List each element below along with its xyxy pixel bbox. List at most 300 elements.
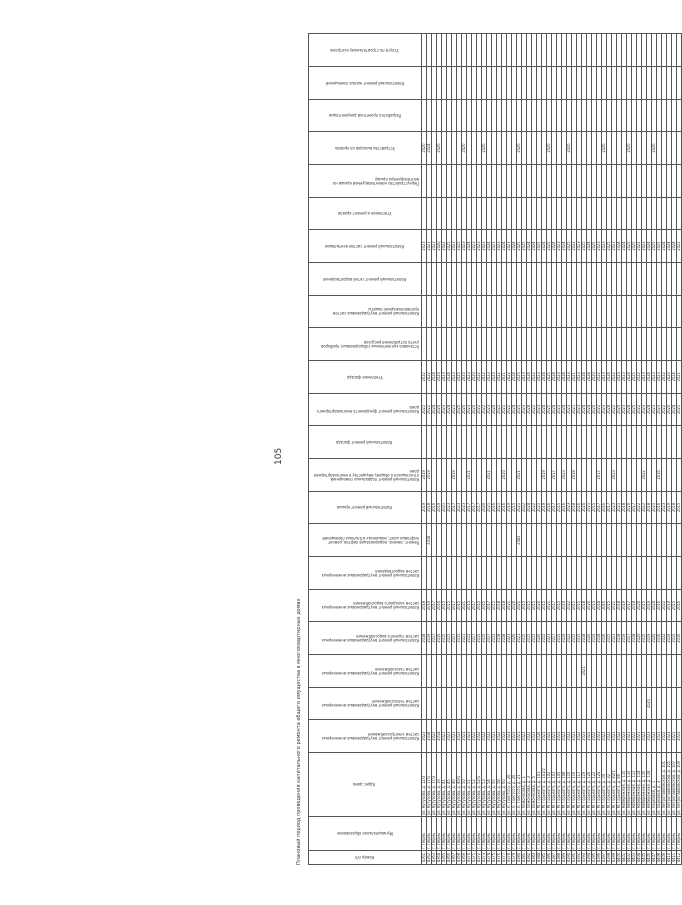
repair-schedule-table xyxy=(308,33,682,865)
year-cell: 2023 xyxy=(507,720,512,753)
year-cell: 2025 xyxy=(582,230,587,263)
year-cell: 2025 xyxy=(592,230,597,263)
year-cell: 2015 xyxy=(642,622,647,655)
address-cell: ул. М. Горького, д. 105 xyxy=(557,753,562,817)
row-number-cell: 4403 xyxy=(632,851,637,865)
address-cell: ул. М. Горького, д. 32 xyxy=(607,753,612,817)
column-header-work: Установка коллективных (общедомовых) приборов учета потребления ресурсов xyxy=(309,328,422,361)
municipality-cell: г. Пермь xyxy=(492,817,497,851)
year-cell: 2021 xyxy=(572,360,577,393)
year-cell: 2026 xyxy=(482,132,487,165)
year-cell: 2023 xyxy=(662,491,667,524)
year-cell: 2023 xyxy=(612,230,617,263)
year-cell: 2020 xyxy=(667,360,672,393)
year-cell: 2020 xyxy=(492,393,497,426)
year-cell: 2018 xyxy=(582,589,587,622)
address-cell: ул. М. Горького, д. 108 xyxy=(562,753,567,817)
year-cell: 2020 xyxy=(667,393,672,426)
year-cell: 2019 xyxy=(667,622,672,655)
year-cell: 2020 xyxy=(472,360,477,393)
year-cell: 2026 xyxy=(422,132,427,165)
year-cell: 2022 xyxy=(507,393,512,426)
year-cell: 2023 xyxy=(467,393,472,426)
municipality-cell: г. Пермь xyxy=(422,817,427,851)
year-cell: 2019 xyxy=(562,589,567,622)
municipality-cell: г. Пермь xyxy=(667,817,672,851)
row-number-cell: 4392 xyxy=(577,851,582,865)
year-cell: 2016 xyxy=(657,458,662,491)
year-cell: 2017 xyxy=(597,458,602,491)
year-cell: 2017 xyxy=(552,589,557,622)
year-cell: 2019 xyxy=(667,491,672,524)
year-cell: 2022 xyxy=(577,720,582,753)
year-cell: 2015 xyxy=(522,622,527,655)
year-cell: 2024 xyxy=(587,393,592,426)
row-number-cell: 4408 xyxy=(657,851,662,865)
year-cell: 2023 xyxy=(422,720,427,753)
year-cell: 2043 xyxy=(517,524,522,557)
row-number-cell: 4391 xyxy=(572,851,577,865)
year-cell: 2024 xyxy=(627,360,632,393)
year-cell: 2022 xyxy=(642,491,647,524)
municipality-cell: г. Пермь xyxy=(487,817,492,851)
year-cell: 2021 xyxy=(637,720,642,753)
year-cell: 2018 xyxy=(597,589,602,622)
year-cell: 2024 xyxy=(512,360,517,393)
year-cell: 2014 xyxy=(437,720,442,753)
year-cell: 2022 xyxy=(432,720,437,753)
address-cell: ул. Петропавловская, д. 109 xyxy=(677,753,682,817)
year-cell: 2024 xyxy=(617,230,622,263)
year-cell: 2022 xyxy=(572,230,577,263)
year-cell: 2022 xyxy=(497,360,502,393)
year-cell: 2023 xyxy=(642,360,647,393)
year-cell: 2021 xyxy=(612,720,617,753)
year-cell: 2026 xyxy=(652,132,657,165)
year-cell xyxy=(677,524,682,557)
year-cell: 2021 xyxy=(552,720,557,753)
municipality-cell: г. Пермь xyxy=(427,817,432,851)
year-cell: 2015 xyxy=(477,589,482,622)
year-cell: 2026 xyxy=(602,132,607,165)
year-cell: 2015 xyxy=(447,622,452,655)
year-cell: 2023 xyxy=(652,360,657,393)
municipality-cell: г. Пермь xyxy=(477,817,482,851)
year-cell: 2023 xyxy=(657,393,662,426)
year-cell: 2015 xyxy=(442,589,447,622)
year-cell: 2023 xyxy=(602,230,607,263)
column-header-work: Разработка проектной документации xyxy=(309,99,422,132)
year-cell: 2016 xyxy=(602,491,607,524)
year-cell: 2022 xyxy=(477,720,482,753)
municipality-cell: г. Пермь xyxy=(562,817,567,851)
row-number-cell: 4387 xyxy=(552,851,557,865)
year-cell xyxy=(677,197,682,230)
year-cell xyxy=(677,132,682,165)
year-cell: 2022 xyxy=(532,491,537,524)
year-cell: 2015 xyxy=(477,622,482,655)
address-cell: ул. Кутузова, д. 17/1 xyxy=(427,753,432,817)
municipality-cell: г. Пермь xyxy=(627,817,632,851)
year-cell: 2022 xyxy=(422,360,427,393)
year-cell: 2020 xyxy=(512,589,517,622)
year-cell: 2015 xyxy=(457,622,462,655)
municipality-cell: г. Пермь xyxy=(657,817,662,851)
year-cell: 2018 xyxy=(427,491,432,524)
page-number: 105 xyxy=(274,447,284,465)
row-number-cell: 4373 xyxy=(482,851,487,865)
year-cell: 2015 xyxy=(572,589,577,622)
year-cell: 2026 xyxy=(567,132,572,165)
row-number-cell: 4383 xyxy=(532,851,537,865)
year-cell: 2018 xyxy=(632,622,637,655)
row-number-cell: 4400 xyxy=(617,851,622,865)
year-cell: 2024 xyxy=(487,230,492,263)
year-cell: 2020 xyxy=(437,393,442,426)
year-cell: 2022 xyxy=(652,720,657,753)
address-cell: ул. М. Горького, д. 102 xyxy=(547,753,552,817)
year-cell: 2022 xyxy=(547,720,552,753)
row-number-cell: 4369 xyxy=(462,851,467,865)
year-cell: 2020 xyxy=(587,589,592,622)
year-cell: 2025 xyxy=(447,230,452,263)
year-cell: 2020 xyxy=(537,622,542,655)
address-cell: ул. М. Горького, д. 103 xyxy=(552,753,557,817)
row-number-cell: 4395 xyxy=(592,851,597,865)
year-cell: 2020 xyxy=(637,589,642,622)
year-cell: 2023 xyxy=(642,720,647,753)
year-cell: 2016 xyxy=(677,589,682,622)
year-cell xyxy=(677,687,682,720)
year-cell: 2023 xyxy=(577,393,582,426)
year-cell: 2017 xyxy=(487,622,492,655)
year-cell: 2024 xyxy=(542,393,547,426)
row-number-cell: 4407 xyxy=(652,851,657,865)
municipality-cell: г. Пермь xyxy=(582,817,587,851)
year-cell: 2015 xyxy=(482,622,487,655)
year-cell: 2022 xyxy=(592,720,597,753)
municipality-cell: г. Пермь xyxy=(452,817,457,851)
address-cell: ул. Ломоносова, д. 3 xyxy=(527,753,532,817)
year-cell: 2020 xyxy=(537,720,542,753)
year-cell: 2022 xyxy=(662,360,667,393)
year-cell: 2024 xyxy=(552,393,557,426)
year-cell: 2023 xyxy=(452,720,457,753)
address-cell: ул. Кутузова, д. 12/3 xyxy=(422,753,427,817)
year-cell: 2021 xyxy=(537,491,542,524)
row-number-cell: 4362 xyxy=(427,851,432,865)
column-header-municipality: Муниципальное образование xyxy=(309,817,422,851)
year-cell: 2020 xyxy=(592,393,597,426)
year-cell: 2015 xyxy=(557,491,562,524)
address-cell: ул. Набережная, д. 112 xyxy=(632,753,637,817)
year-cell: 2022 xyxy=(522,491,527,524)
year-cell: 2019 xyxy=(562,622,567,655)
year-cell: 2023 xyxy=(482,230,487,263)
year-cell: 2024 xyxy=(532,230,537,263)
year-cell: 2022 xyxy=(477,360,482,393)
municipality-cell: г. Пермь xyxy=(642,817,647,851)
year-cell: 2017 xyxy=(552,458,557,491)
column-header-work: Капитальный ремонт крыши xyxy=(309,491,422,524)
year-cell: 2022 xyxy=(427,393,432,426)
municipality-cell: г. Пермь xyxy=(597,817,602,851)
year-cell: 2025 xyxy=(522,230,527,263)
year-cell: 2024 xyxy=(432,393,437,426)
municipality-cell: г. Пермь xyxy=(527,817,532,851)
year-cell: 2025 xyxy=(457,230,462,263)
municipality-cell: г. Пермь xyxy=(662,817,667,851)
column-header-work: Капитальный ремонт жилых помещений xyxy=(309,66,422,99)
year-cell: 2022 xyxy=(482,720,487,753)
year-cell: 2023 xyxy=(422,230,427,263)
year-cell: 2023 xyxy=(567,360,572,393)
year-cell: 2024 xyxy=(582,360,587,393)
year-cell: 2023 xyxy=(602,360,607,393)
municipality-cell: г. Пермь xyxy=(532,817,537,851)
year-cell: 2020 xyxy=(512,622,517,655)
year-cell: 2015 xyxy=(522,589,527,622)
address-cell: ул. М. Горького, д. 122 xyxy=(592,753,597,817)
column-header-work: Капитальный ремонт внутридомовых инженерных систем водоотведения xyxy=(309,556,422,589)
address-cell: ул. М. Горького, д. 119 xyxy=(582,753,587,817)
year-cell: 2026 xyxy=(462,132,467,165)
year-cell: 2023 xyxy=(467,720,472,753)
year-cell: 2019 xyxy=(427,622,432,655)
year-cell: 2015 xyxy=(642,589,647,622)
year-cell: 2022 xyxy=(637,230,642,263)
year-cell: 2024 xyxy=(542,230,547,263)
year-cell: 2024 xyxy=(527,360,532,393)
address-cell: ул. М. Горького, д. 86 xyxy=(617,753,622,817)
year-cell: 2015 xyxy=(442,622,447,655)
row-number-cell: 4397 xyxy=(602,851,607,865)
year-cell: 2018 xyxy=(572,458,577,491)
row-number-cell: 4370 xyxy=(467,851,472,865)
year-cell: 2015 xyxy=(577,622,582,655)
year-cell: 2025 xyxy=(632,230,637,263)
year-cell: 2023 xyxy=(487,360,492,393)
year-cell: 2017 xyxy=(472,589,477,622)
year-cell: 2022 xyxy=(662,589,667,622)
year-cell: 2015 xyxy=(592,589,597,622)
year-cell: 2024 xyxy=(672,393,677,426)
year-cell: 2016 xyxy=(437,622,442,655)
year-cell: 2015 xyxy=(557,589,562,622)
year-cell: 2022 xyxy=(497,393,502,426)
year-cell xyxy=(677,66,682,99)
year-cell: 2015 xyxy=(532,622,537,655)
year-cell: 2018 xyxy=(647,491,652,524)
year-cell: 2022 xyxy=(567,589,572,622)
year-cell: 2017 xyxy=(432,589,437,622)
year-cell: 2023 xyxy=(622,393,627,426)
year-cell: 2017 xyxy=(432,622,437,655)
row-number-cell: 4376 xyxy=(497,851,502,865)
row-number-cell: 4365 xyxy=(442,851,447,865)
column-header-work: Капитальный ремонт систем вентиляции xyxy=(309,230,422,263)
address-cell: ул. Кутузова, д. 56 xyxy=(492,753,497,817)
column-header-work: Ремонт, замена, модернизация лифтов, ремонт лифтовых шахт, машинных и блочных помещений xyxy=(309,524,422,557)
year-cell: 2022 xyxy=(597,360,602,393)
year-cell: 2017 xyxy=(472,491,477,524)
year-cell: 2023 xyxy=(462,491,467,524)
year-cell: 2017 xyxy=(477,491,482,524)
year-cell: 2021 xyxy=(517,622,522,655)
municipality-cell: г. Пермь xyxy=(592,817,597,851)
year-cell: 2016 xyxy=(562,491,567,524)
year-cell: 2017 xyxy=(627,622,632,655)
year-cell: 2021 xyxy=(517,589,522,622)
row-number-cell: 4374 xyxy=(487,851,492,865)
year-cell: 2022 xyxy=(567,720,572,753)
year-cell: 2015 xyxy=(592,491,597,524)
row-number-cell: 4404 xyxy=(637,851,642,865)
year-cell: 2018 xyxy=(617,589,622,622)
year-cell: 2022 xyxy=(567,622,572,655)
row-number-cell: 4394 xyxy=(587,851,592,865)
year-cell: 2015 xyxy=(492,589,497,622)
year-cell: 2023 xyxy=(577,360,582,393)
municipality-cell: г. Пермь xyxy=(482,817,487,851)
year-cell: 2026 xyxy=(437,132,442,165)
year-cell: 2025 xyxy=(567,230,572,263)
year-cell: 2016 xyxy=(602,589,607,622)
row-number-cell: 4363 xyxy=(432,851,437,865)
year-cell: 2019 xyxy=(427,458,432,491)
row-number-cell: 4388 xyxy=(557,851,562,865)
municipality-cell: г. Пермь xyxy=(467,817,472,851)
year-cell xyxy=(677,99,682,132)
year-cell xyxy=(677,34,682,67)
year-cell xyxy=(677,556,682,589)
year-cell: 2016 xyxy=(657,589,662,622)
municipality-cell: г. Пермь xyxy=(472,817,477,851)
address-cell: ул. Кутузова, д. 45 xyxy=(447,753,452,817)
year-cell: 2017 xyxy=(472,622,477,655)
year-cell: 2020 xyxy=(592,360,597,393)
year-cell: 2022 xyxy=(487,720,492,753)
year-cell: 2023 xyxy=(502,720,507,753)
year-cell: 2021 xyxy=(677,360,682,393)
address-cell: ул. Кутузова, д. 51 xyxy=(467,753,472,817)
year-cell xyxy=(677,262,682,295)
year-cell: 2024 xyxy=(607,393,612,426)
year-cell: 2018 xyxy=(617,622,622,655)
year-cell: 2023 xyxy=(522,393,527,426)
year-cell: 2023 xyxy=(462,230,467,263)
year-cell: 2022 xyxy=(427,360,432,393)
year-cell: 2023 xyxy=(582,720,587,753)
year-cell: 2024 xyxy=(527,230,532,263)
year-cell: 2024 xyxy=(647,393,652,426)
year-cell: 2022 xyxy=(532,360,537,393)
year-cell: 2024 xyxy=(552,360,557,393)
row-number-cell: 4410 xyxy=(667,851,672,865)
municipality-cell: г. Пермь xyxy=(602,817,607,851)
municipality-cell: г. Пермь xyxy=(612,817,617,851)
year-cell: 2021 xyxy=(582,654,587,687)
year-cell: 2022 xyxy=(637,393,642,426)
year-cell: 2023 xyxy=(567,491,572,524)
table-header-row xyxy=(309,34,422,865)
municipality-cell: г. Пермь xyxy=(502,817,507,851)
municipality-cell: г. Пермь xyxy=(637,817,642,851)
row-number-cell: 4393 xyxy=(582,851,587,865)
municipality-cell: г. Пермь xyxy=(507,817,512,851)
year-cell: 2023 xyxy=(427,230,432,263)
year-cell: 2024 xyxy=(607,360,612,393)
year-cell: 2023 xyxy=(562,458,567,491)
year-cell: 2021 xyxy=(652,491,657,524)
address-cell: ул. Набережная, д. 116 xyxy=(642,753,647,817)
year-cell: 2022 xyxy=(472,720,477,753)
year-cell: 2023 xyxy=(507,230,512,263)
address-cell: ул. М. Горького, д. 101 xyxy=(537,753,542,817)
row-number-cell: 4409 xyxy=(662,851,667,865)
year-cell: 2023 xyxy=(612,458,617,491)
column-header-work: Капитальный ремонт фасада xyxy=(309,426,422,459)
year-cell: 2016 xyxy=(677,622,682,655)
year-cell: 2015 xyxy=(467,589,472,622)
year-cell: 2021 xyxy=(487,458,492,491)
year-cell: 2021 xyxy=(517,720,522,753)
year-cell: 2016 xyxy=(432,491,437,524)
address-cell: ул. М. Горького, д. 12а xyxy=(597,753,602,817)
year-cell: 2021 xyxy=(462,622,467,655)
year-cell: 2018 xyxy=(422,622,427,655)
year-cell: 2023 xyxy=(467,360,472,393)
year-cell: 2025 xyxy=(457,360,462,393)
year-cell: 2019 xyxy=(622,589,627,622)
year-cell: 2025 xyxy=(627,230,632,263)
municipality-cell: г. Пермь xyxy=(647,817,652,851)
year-cell: 2018 xyxy=(502,589,507,622)
year-cell: 2024 xyxy=(467,230,472,263)
year-cell: 2021 xyxy=(612,622,617,655)
year-cell: 2021 xyxy=(547,589,552,622)
municipality-cell: г. Пермь xyxy=(537,817,542,851)
year-cell: 2023 xyxy=(477,230,482,263)
year-cell: 2021 xyxy=(572,720,577,753)
row-number-cell: 4377 xyxy=(502,851,507,865)
year-cell: 2024 xyxy=(627,393,632,426)
year-cell: 2023 xyxy=(622,720,627,753)
year-cell: 2021 xyxy=(467,458,472,491)
year-cell: 2024 xyxy=(512,393,517,426)
year-cell: 2019 xyxy=(422,491,427,524)
year-cell: 2024 xyxy=(527,491,532,524)
year-cell: 2018 xyxy=(632,589,637,622)
year-cell: 2021 xyxy=(677,393,682,426)
year-cell: 2024 xyxy=(587,360,592,393)
year-cell: 2024 xyxy=(622,230,627,263)
year-cell: 2026 xyxy=(627,132,632,165)
year-cell: 2024 xyxy=(527,393,532,426)
year-cell: 2016 xyxy=(657,622,662,655)
year-cell: 2016 xyxy=(492,491,497,524)
year-cell: 2021 xyxy=(572,393,577,426)
year-cell: 2017 xyxy=(632,491,637,524)
year-cell: 2015 xyxy=(467,622,472,655)
address-cell: ул. Петропавловская, д. 107 xyxy=(672,753,677,817)
year-cell: 2021 xyxy=(647,687,652,720)
year-cell: 2022 xyxy=(422,393,427,426)
year-cell: 2015 xyxy=(457,589,462,622)
year-cell: 2022 xyxy=(677,230,682,263)
year-cell: 2020 xyxy=(582,491,587,524)
year-cell xyxy=(677,458,682,491)
